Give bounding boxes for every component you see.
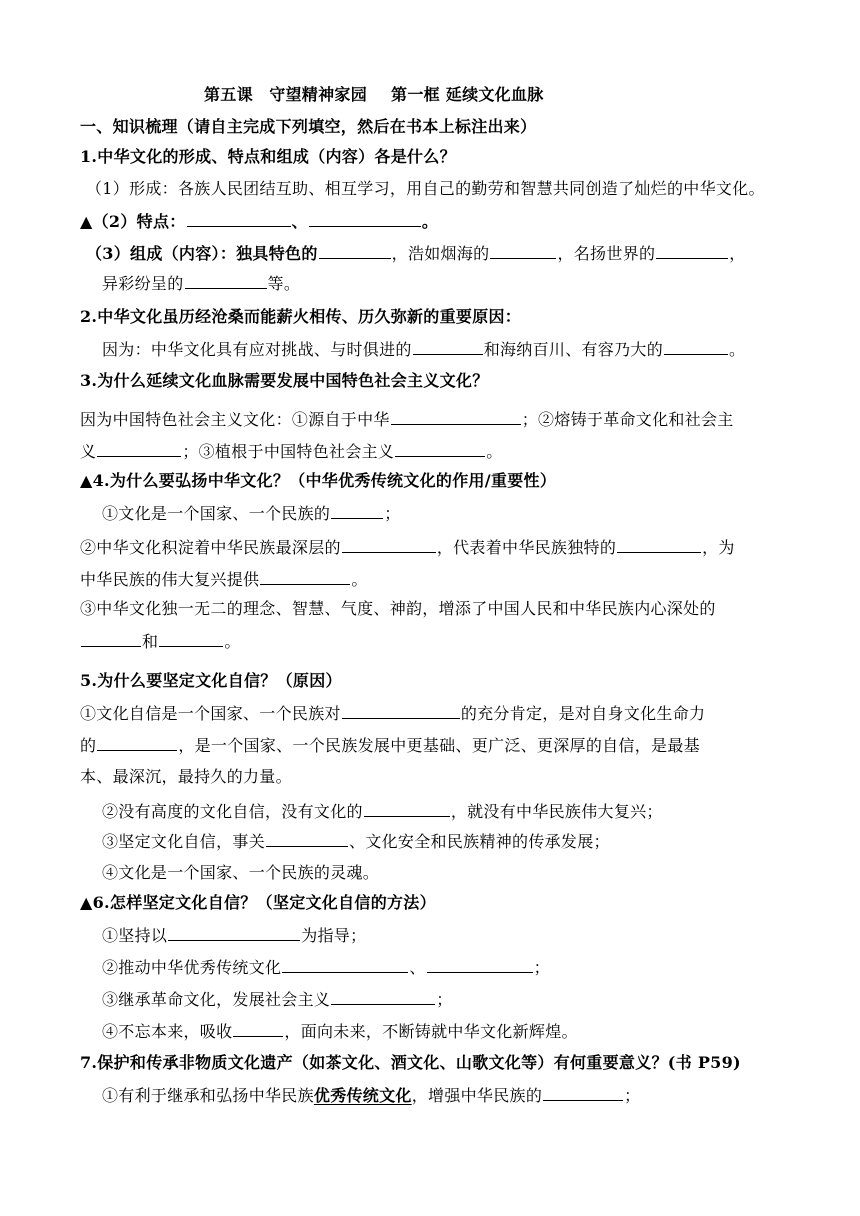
q6-line-3: ③继承革命文化，发展社会主义 ； xyxy=(102,990,453,1009)
q1-formation: （1）形成：各族人民团结互助、相互学习，用自己的勤劳和智慧共同创造了灿烂的中华文化。 xyxy=(86,179,765,198)
blank-composition-3[interactable] xyxy=(656,242,728,259)
blank-own-culture-value[interactable] xyxy=(342,702,460,719)
question-5-heading: 5.为什么要坚定文化自信？（原因） xyxy=(80,671,342,690)
blank-advanced-culture-2[interactable] xyxy=(395,440,485,457)
q3-line-1: 因为中国特色社会主义文化：①源自于中华 ；②熔铸于革命文化和社会主 xyxy=(80,410,734,429)
q6-line-1: ①坚持以 为指导； xyxy=(102,926,367,945)
blank-composition-2[interactable] xyxy=(490,242,556,259)
q1-composition-cont: 异彩纷呈的 等。 xyxy=(102,274,301,293)
blank-soul[interactable] xyxy=(331,502,383,519)
blank-foreign[interactable] xyxy=(233,1020,283,1037)
blank-firm-belief[interactable] xyxy=(97,734,177,751)
q6-line-4: ④不忘本来，吸收 ，面向未来，不断铸就中华文化新辉煌。 xyxy=(102,1022,578,1041)
section-heading: 一、知识梳理（请自主完成下列填空，然后在书本上标注出来） xyxy=(80,117,537,136)
q5-line-5: ③坚定文化自信，事关 、文化安全和民族精神的传承发展； xyxy=(102,832,610,851)
q4-line-5: 和 。 xyxy=(80,630,241,653)
blank-origin[interactable] xyxy=(391,408,521,425)
blank-reason-2[interactable] xyxy=(664,338,728,355)
question-2-heading: 2.中华文化虽历经沧桑而能薪火相传、历久弥新的重要原因： xyxy=(80,307,522,326)
q1-features: ▲（2）特点： 、 。 xyxy=(80,212,439,231)
q5-line-4: ②没有高度的文化自信，没有文化的 ，就没有中华民族伟大复兴； xyxy=(102,802,663,821)
q2-reason: 因为：中华文化具有应对挑战、与时俱进的 和海纳百川、有容乃大的 。 xyxy=(102,340,746,359)
blank-feature-1[interactable] xyxy=(187,210,291,227)
q5-line-6: ④文化是一个国家、一个民族的灵魂。 xyxy=(102,863,380,882)
question-3-heading: 3.为什么延续文化血脉需要发展中国特色社会主义文化？ xyxy=(80,371,489,390)
blank-spiritual-pursuit[interactable] xyxy=(342,536,436,553)
q4-line-4: ③中华文化独一无二的理念、智慧、气度、神韵，增添了中国人民和中华民族内心深处的 xyxy=(80,599,716,618)
blank-nourishment[interactable] xyxy=(260,568,350,585)
lesson-title: 第五课 守望精神家园 xyxy=(204,85,368,104)
blank-composition-1[interactable] xyxy=(319,242,391,259)
blank-feature-2[interactable] xyxy=(309,210,421,227)
q3-line-2: 义 ；③植根于中国特色社会主义 。 xyxy=(80,442,503,461)
q4-line-2: ②中华文化积淀着中华民族最深层的 ，代表着中华民族独特的 ，为 xyxy=(80,538,735,557)
q7-line-1: ①有利于继承和弘扬中华民族优秀传统文化，增强中华民族的 ； xyxy=(102,1086,641,1105)
blank-guiding-ideology[interactable] xyxy=(168,924,300,941)
question-6-heading: ▲6.怎样坚定文化自信？（坚定文化自信的方法） xyxy=(80,893,436,912)
q1-composition: （3）组成（内容）：独具特色的 ，浩如烟海的 ，名扬世界的 ， xyxy=(86,244,746,263)
q6-line-2: ②推动中华优秀传统文化 、 ； xyxy=(102,958,550,977)
blank-creative-transformation[interactable] xyxy=(282,956,408,973)
blank-advanced-culture-1[interactable] xyxy=(97,440,181,457)
q5-line-2: 的 ，是一个国家、一个民族发展中更基础、更广泛、更深厚的自信，是最基 xyxy=(80,736,700,755)
blank-innovative-development[interactable] xyxy=(427,956,533,973)
question-1-heading: 1.中华文化的形成、特点和组成（内容）各是什么？ xyxy=(80,147,456,166)
blank-cohesion[interactable] xyxy=(543,1084,623,1101)
blank-composition-4[interactable] xyxy=(185,272,267,289)
q5-line-1: ①文化自信是一个国家、一个民族对 的充分肯定，是对自身文化生命力 xyxy=(80,704,706,723)
blank-advanced-culture[interactable] xyxy=(331,988,435,1005)
q4-line-1: ①文化是一个国家、一个民族的 ； xyxy=(102,504,401,523)
question-4-heading: ▲4.为什么要弘扬中华文化？（中华优秀传统文化的作用/重要性） xyxy=(80,471,557,490)
blank-spiritual-identity[interactable] xyxy=(617,536,701,553)
blank-self-confidence[interactable] xyxy=(81,630,141,647)
blank-self-pride[interactable] xyxy=(159,630,223,647)
underlined-term: 优秀传统文化 xyxy=(313,1086,412,1105)
frame-title: 第一框 延续文化血脉 xyxy=(391,85,544,104)
page-title xyxy=(204,84,544,106)
blank-reason-1[interactable] xyxy=(413,338,483,355)
blank-national-fate[interactable] xyxy=(266,830,348,847)
question-7-heading: 7.保护和传承非物质文化遗产（如茶文化、酒文化、山歌文化等）有何重要意义？(书 P59) xyxy=(80,1053,741,1072)
q5-line-3: 本、最深沉，最持久的力量。 xyxy=(80,767,292,786)
q4-line-3: 中华民族的伟大复兴提供 。 xyxy=(80,570,368,589)
blank-prosperity[interactable] xyxy=(364,800,450,817)
